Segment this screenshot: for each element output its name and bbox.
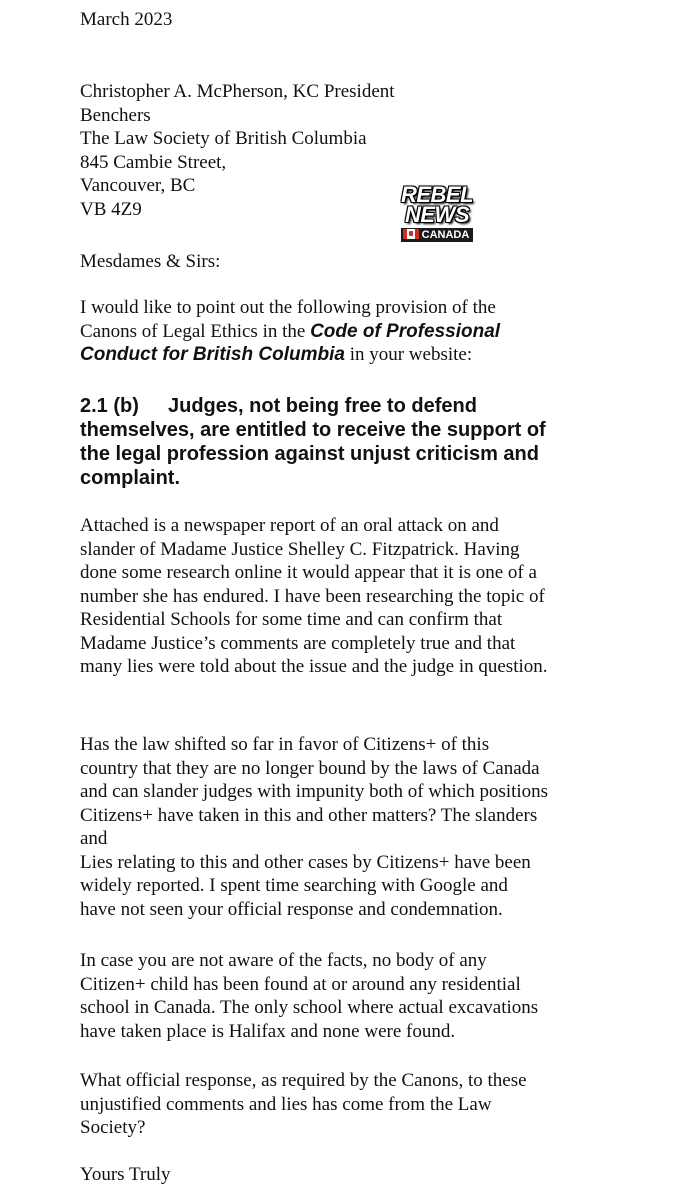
- paragraph-line: have taken place is Halifax and none were found.: [80, 1020, 456, 1042]
- logo-country: CANADA: [421, 229, 470, 241]
- recipient-line: Christopher A. McPherson, KC President: [80, 81, 395, 102]
- recipient-line: Vancouver, BC: [80, 175, 196, 196]
- paragraph-law-shifted: [80, 733, 548, 921]
- canon-line: [80, 394, 546, 418]
- paragraph-line: In case you are not aware of the facts, no body of any: [80, 950, 487, 971]
- paragraph-line: Society?: [80, 1117, 146, 1138]
- recipient-address: [80, 80, 395, 221]
- letter-date: March 2023: [80, 9, 173, 30]
- code-title: Code of Professional: [310, 320, 501, 342]
- paragraph-line: done some research online it would appear that it is one of a: [80, 562, 537, 583]
- logo-line: NEWS: [405, 202, 469, 227]
- rebel-news-logo: [392, 182, 482, 245]
- paragraph-line: and can slander judges with impunity both of which positions: [80, 781, 549, 802]
- logo-line: REBEL: [400, 182, 474, 207]
- canon-provision: [80, 394, 546, 490]
- canada-flag-icon: [403, 229, 419, 239]
- paragraph-line: Citizens+ have taken in this and other matters? The slanders: [80, 804, 538, 826]
- code-title: Conduct for British Columbia: [80, 344, 345, 365]
- paragraph-line: Attached is a newspaper report of an oral attack on and: [80, 515, 499, 536]
- paragraph-line: widely reported. I spent time searching with Google and: [80, 875, 508, 896]
- canon-line: themselves, are entitled to receive the support of: [80, 419, 546, 441]
- paragraph-line: number she has endured. I have been researching the topic of: [80, 585, 545, 607]
- paragraph-line: Lies relating to this and other cases by Citizens+ have been: [80, 851, 531, 873]
- canon-line: the legal profession against unjust criticism and: [80, 443, 539, 465]
- paragraph-line: many lies were told about the issue and the judge in question.: [80, 656, 548, 677]
- intro-text: in your website:: [344, 344, 473, 365]
- salutation: Mesdames & Sirs:: [80, 251, 221, 272]
- recipient-line: 845 Cambie Street,: [80, 151, 227, 173]
- logo-badge: [401, 228, 474, 242]
- paragraph-line: Madame Justice’s comments are completely true and that: [80, 632, 516, 654]
- paragraph-line: What official response, as required by the Canons, to these: [80, 1070, 527, 1091]
- intro-line: [80, 320, 500, 344]
- paragraph-line: and: [80, 828, 108, 849]
- paragraph-line: Has the law shifted so far in favor of Citizens+ of this: [80, 734, 490, 755]
- recipient-line: The Law Society of British Columbia: [80, 128, 367, 149]
- paragraph-line: Residential Schools for some time and can confirm that: [80, 609, 503, 630]
- recipient-line: Benchers: [80, 104, 151, 126]
- canon-number: 2.1 (b): [80, 395, 139, 417]
- recipient-line: VB 4Z9: [80, 198, 142, 220]
- paragraph-line: school in Canada. The only school where actual excavations: [80, 997, 539, 1018]
- paragraph-line: country that they are no longer bound by the laws of Canada: [80, 757, 540, 779]
- paragraph-line: unjustified comments and lies has come from the Law: [80, 1093, 492, 1115]
- paragraph-official-response: [80, 1069, 527, 1140]
- canon-line: complaint.: [80, 467, 181, 489]
- paragraph-line: Citizen+ child has been found at or around any residential: [80, 973, 521, 995]
- intro-line: [80, 343, 500, 367]
- intro-line: I would like to point out the following provision of the: [80, 297, 496, 318]
- intro-paragraph: [80, 296, 500, 367]
- paragraph-facts: [80, 949, 538, 1043]
- canon-text: Judges, not being free to defend: [168, 395, 477, 417]
- paragraph-line: have not seen your official response and condemnation.: [80, 898, 503, 920]
- paragraph-line: slander of Madame Justice Shelley C. Fitzpatrick. Having: [80, 538, 520, 560]
- paragraph-attached-report: [80, 514, 548, 679]
- intro-text: Canons of Legal Ethics in the: [80, 320, 311, 342]
- closing: Yours Truly: [80, 1164, 171, 1185]
